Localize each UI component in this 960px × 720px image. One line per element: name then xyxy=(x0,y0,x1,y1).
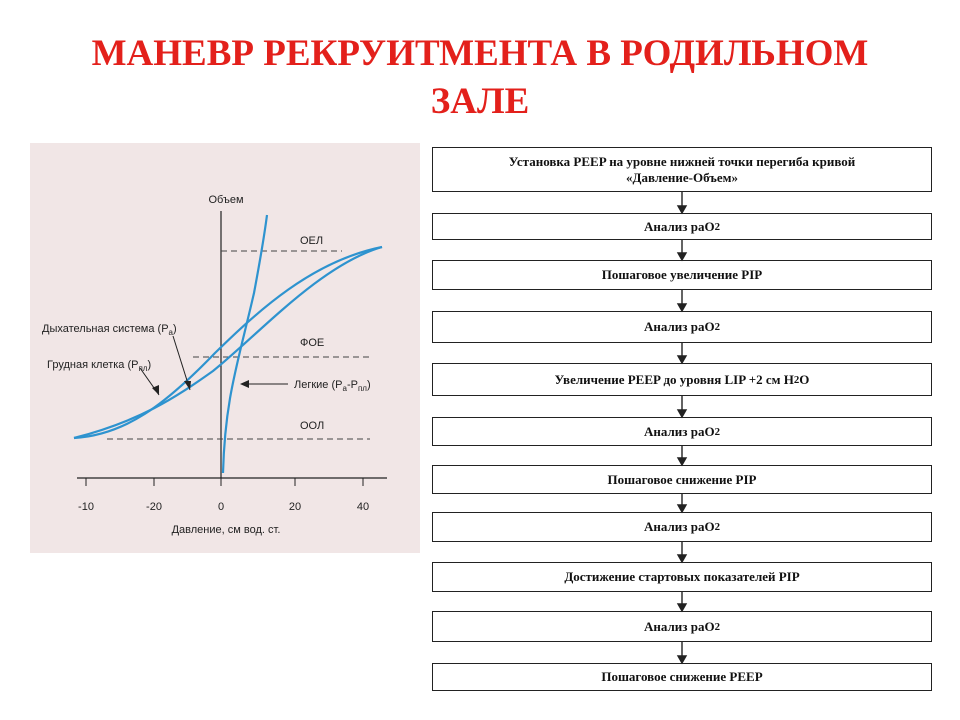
flow-step-11-text: Пошаговое снижение PEEP xyxy=(601,669,763,684)
flow-step-9 xyxy=(432,562,932,592)
flow-arrow-5-head xyxy=(678,410,686,417)
chest-wall-label: Грудная клетка $(P_{пл})$ xyxy=(47,359,152,373)
oel-label: ОЕЛ xyxy=(300,235,324,247)
flow-step-4-text: Анализ paO xyxy=(643,319,715,334)
flow-arrow-10-head xyxy=(678,656,686,663)
flow-step-5-tail: O xyxy=(799,371,810,387)
flow-arrow-4-head xyxy=(678,356,686,363)
flow-step-5-text: Увеличение PEEP до уровня LIP +2 см H xyxy=(554,371,794,387)
flow-step-3 xyxy=(432,260,932,290)
flow-step-10-text: Анализ paO xyxy=(643,618,715,634)
flow-arrow-2-head xyxy=(678,253,686,260)
flow-step-6 xyxy=(432,417,932,446)
flow-arrow-9-head xyxy=(678,604,686,611)
flow-step-10 xyxy=(432,611,932,642)
flow-step-4-sub: 2 xyxy=(714,321,720,333)
flow-arrow-7-head xyxy=(678,505,686,512)
x-tick-label-2: -20 xyxy=(146,501,162,513)
lungs-label: Легкие $(P_a-P_{пл})$ xyxy=(294,379,371,393)
flow-step-2 xyxy=(432,213,932,240)
respiratory-system-label: Дыхательная система $(P_a)$ xyxy=(42,323,177,337)
flow-step-5-sub: 2 xyxy=(793,373,800,386)
flow-step-1-line-2: «Давление-Объем» xyxy=(626,169,738,185)
ool-label: ООЛ xyxy=(300,420,325,432)
flow-step-11 xyxy=(432,663,932,691)
flow-arrow-8-head xyxy=(678,555,686,562)
x-tick-label-1: -10 xyxy=(78,501,94,513)
foe-label: ФОЕ xyxy=(300,337,325,349)
flow-arrow-3-head xyxy=(678,304,686,311)
x-axis-label: Давление, см вод. ст. xyxy=(171,524,281,536)
flow-step-8 xyxy=(432,512,932,542)
lungs-pointer-head xyxy=(240,380,249,388)
flow-step-1 xyxy=(432,147,932,192)
slide-title-line-1: МАНЕВР РЕКРУИТМЕНТА В РОДИЛЬНОМ xyxy=(91,33,869,74)
flow-step-2-text: Анализ paO xyxy=(643,218,715,234)
flow-step-8-text: Анализ paO xyxy=(643,519,715,534)
x-tick-label-5: 40 xyxy=(356,501,370,513)
flow-step-3-text: Пошаговое увеличение PIP xyxy=(601,267,763,282)
y-axis-label: Объем xyxy=(208,194,244,206)
flow-step-1-line-1: Установка PEEP на уровне нижней точки перегиба кривой xyxy=(508,153,856,169)
pressure-volume-figure xyxy=(30,143,420,553)
pressure-volume-diagram xyxy=(30,143,420,553)
flow-arrow-1-head xyxy=(678,206,686,213)
x-tick-label-4: 20 xyxy=(288,501,302,513)
flow-step-5 xyxy=(432,363,932,396)
flow-step-7-text: Пошаговое снижение PIP xyxy=(607,471,757,487)
flow-step-4 xyxy=(432,311,932,343)
flow-step-6-text: Анализ paO xyxy=(643,423,715,439)
slide-title-line-2: ЗАЛЕ xyxy=(430,81,530,122)
flow-step-6-sub: 2 xyxy=(714,425,720,438)
slide-title xyxy=(0,30,960,126)
flow-step-10-sub: 2 xyxy=(714,620,720,633)
flow-step-8-sub: 2 xyxy=(714,521,720,533)
flow-step-2-sub: 2 xyxy=(714,220,720,233)
x-tick-label-3: 0 xyxy=(217,501,225,513)
flow-arrow-6-head xyxy=(678,458,686,465)
flow-step-7 xyxy=(432,465,932,494)
flow-step-9-text: Достижение стартовых показателей PIP xyxy=(564,569,800,584)
